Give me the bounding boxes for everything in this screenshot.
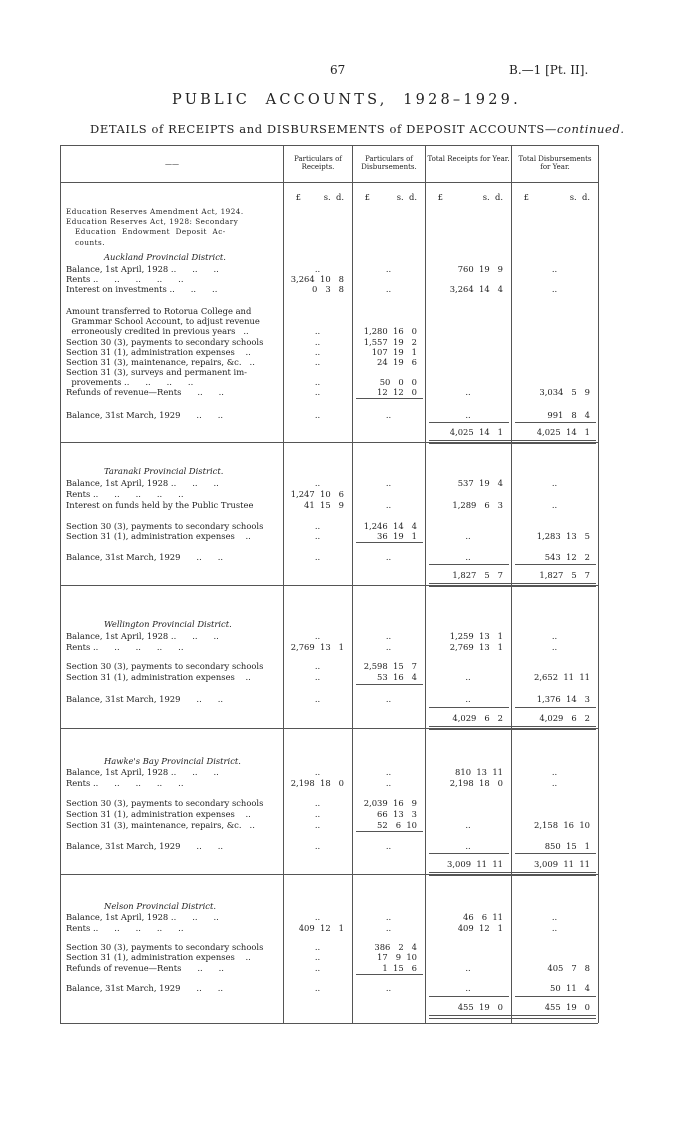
amount-rec: ..	[314, 694, 321, 704]
amount-rec: ..	[314, 912, 321, 922]
amount-td: ..	[551, 264, 558, 274]
table-top-rule	[60, 145, 598, 146]
amount-rec: ..	[314, 672, 321, 682]
amount-rec: 2,769 13 1	[290, 642, 344, 652]
amount-td: ..	[551, 631, 558, 641]
total-receipts: 4,025 14 1	[449, 427, 503, 437]
header-receipts: Particulars of Receipts.	[294, 155, 342, 172]
amount-dis: 1,280 16 0	[363, 326, 417, 336]
amount-dis: ..	[385, 983, 392, 993]
section-separator	[60, 728, 598, 729]
district-heading: Hawke's Bay Provincial District.	[104, 756, 241, 766]
amount-dis: ..	[385, 912, 392, 922]
amount-td: 50 11 4	[550, 983, 590, 993]
amount-td: ..	[551, 500, 558, 510]
amount-td: 2,652 11 11	[534, 672, 590, 682]
currency-sd-tr: s. d.	[482, 192, 503, 202]
district-heading: Taranaki Provincial District.	[104, 466, 224, 476]
entry-description: Section 30 (3), payments to secondary schools	[66, 942, 264, 952]
amount-dis: ..	[385, 631, 392, 641]
page-subtitle	[90, 124, 625, 136]
header-bottom-rule	[60, 182, 598, 183]
amount-rec: ..	[314, 963, 321, 973]
amount-td: ..	[551, 912, 558, 922]
amount-td: ..	[551, 767, 558, 777]
amount-rec: ..	[314, 357, 321, 367]
entry-description: Section 31 (1), administration expenses ..	[66, 531, 251, 541]
total-rule	[515, 853, 596, 854]
entry-description: Balance, 31st March, 1929 .. ..	[66, 841, 224, 851]
total-disbursements: 4,025 14 1	[536, 427, 590, 437]
amount-rec: ..	[314, 983, 321, 993]
currency-pound-dis: £	[364, 192, 370, 202]
total-rule	[429, 564, 509, 565]
total-disbursements: 455 19 0	[544, 1002, 590, 1012]
amount-rec: ..	[314, 478, 321, 488]
entry-description: Rents .. .. .. .. ..	[66, 642, 184, 652]
act-heading-line: Education Reserves Amendment Act, 1924.	[66, 207, 244, 216]
entry-description: Balance, 1st April, 1928 .. .. ..	[66, 912, 219, 922]
amount-td: ..	[551, 642, 558, 652]
amount-rec: ..	[314, 631, 321, 641]
entry-description: Section 31 (1), administration expenses ..	[66, 952, 251, 962]
amount-dis: ..	[385, 264, 392, 274]
amount-td: ..	[551, 778, 558, 788]
amount-dis: ..	[385, 778, 392, 788]
amount-rec: ..	[314, 521, 321, 531]
subtotal-rule	[356, 974, 423, 975]
amount-dis: 1,557 19 2	[363, 337, 417, 347]
amount-tr: ..	[465, 410, 471, 420]
subtitle-continued: —continued.	[544, 122, 625, 136]
amount-dis: 2,039 16 9	[363, 798, 417, 808]
amount-td: 1,283 13 5	[536, 531, 590, 541]
page-title: PUBLIC ACCOUNTS, 1928–1929.	[172, 92, 521, 108]
total-rule	[429, 853, 509, 854]
document-code: B.—1 [Pt. II].	[509, 63, 589, 77]
entry-description: Grammar School Account, to adjust revenue	[66, 316, 260, 326]
act-heading-line: Education Reserves Act, 1928: Secondary	[66, 217, 239, 227]
total-receipts: 4,029 6 2	[452, 713, 503, 723]
entry-description: Balance, 1st April, 1928 .. .. ..	[66, 631, 219, 641]
amount-dis: 1 15 6	[382, 963, 417, 973]
amount-dis: ..	[385, 500, 392, 510]
total-rule	[515, 564, 596, 565]
amount-dis: ..	[385, 284, 392, 294]
amount-tr: 760 19 9	[457, 264, 503, 274]
entry-description: Balance, 1st April, 1928 .. .. ..	[66, 767, 219, 777]
amount-dis: 12 12 0	[377, 387, 417, 397]
amount-dis: ..	[385, 410, 392, 420]
amount-rec: ..	[314, 841, 321, 851]
act-heading-line: counts.	[75, 237, 105, 247]
entry-description: Rents .. .. .. .. ..	[66, 489, 184, 499]
section-separator	[60, 874, 598, 875]
amount-dis: ..	[385, 694, 392, 704]
amount-dis: 2,598 15 7	[363, 661, 417, 671]
amount-tr: ..	[465, 820, 471, 830]
amount-tr: 2,769 13 1	[449, 642, 503, 652]
amount-tr: ..	[465, 841, 471, 851]
total-disbursements: 1,827 5 7	[539, 570, 590, 580]
total-rule	[515, 707, 596, 708]
amount-dis: ..	[385, 552, 392, 562]
section-separator	[60, 442, 598, 443]
amount-dis: ..	[385, 767, 392, 777]
total-rule	[429, 707, 509, 708]
amount-rec: ..	[314, 809, 321, 819]
amount-dis: 52 6 10	[377, 820, 417, 830]
total-double-rule	[429, 1015, 596, 1019]
amount-dis: ..	[385, 923, 392, 933]
entry-description: Balance, 31st March, 1929 .. ..	[66, 983, 224, 993]
amount-tr: ..	[465, 672, 471, 682]
entry-description: Section 31 (1), administration expenses ..	[66, 347, 251, 357]
entry-description: Section 31 (1), administration expenses ..	[66, 672, 251, 682]
amount-dis: 1,246 14 4	[363, 521, 417, 531]
entry-description: Section 30 (3), payments to secondary schools	[66, 521, 264, 531]
amount-rec: ..	[314, 552, 321, 562]
entry-description: Section 30 (3), payments to secondary schools	[66, 661, 264, 671]
page-number: 67	[330, 63, 346, 77]
amount-rec: ..	[314, 767, 321, 777]
amount-dis: 53 16 4	[377, 672, 417, 682]
act-heading-line: Education Endowment Deposit Ac-	[75, 227, 226, 237]
amount-rec: ..	[314, 264, 321, 274]
total-rule	[429, 422, 509, 423]
amount-td: 543 12 2	[544, 552, 590, 562]
currency-pound-rec: £	[295, 192, 301, 202]
entry-description: Rents .. .. .. .. ..	[66, 923, 184, 933]
amount-tr: 537 19 4	[457, 478, 503, 488]
amount-tr: 409 12 1	[457, 923, 503, 933]
entry-description: Rents .. .. .. .. ..	[66, 778, 184, 788]
col-divider-total-receipts	[425, 145, 426, 1023]
amount-dis: ..	[385, 478, 392, 488]
amount-tr: ..	[465, 983, 471, 993]
total-receipts: 3,009 11 11	[447, 859, 503, 869]
entry-description: Amount transferred to Rotorua College and	[66, 306, 252, 316]
entry-description: Balance, 31st March, 1929 .. ..	[66, 552, 224, 562]
amount-rec: ..	[314, 377, 321, 387]
total-receipts: 1,827 5 7	[452, 570, 503, 580]
entry-description: provements .. .. .. ..	[66, 377, 194, 387]
amount-rec: 409 12 1	[298, 923, 344, 933]
currency-sd-rec: s. d.	[323, 192, 344, 202]
entry-description: Balance, 31st March, 1929 .. ..	[66, 410, 224, 420]
entry-description: Section 30 (3), payments to secondary schools	[66, 337, 264, 347]
amount-td: ..	[551, 284, 558, 294]
table-bottom-rule	[60, 1023, 598, 1024]
amount-td: 2,158 16 10	[534, 820, 590, 830]
amount-dis: 107 19 1	[371, 347, 417, 357]
amount-rec: 1,247 10 6	[290, 489, 344, 499]
table-right-border	[598, 145, 599, 1023]
entry-description: erroneously credited in previous years ..	[66, 326, 249, 336]
total-rule	[515, 996, 596, 997]
entry-description: Interest on investments .. .. ..	[66, 284, 218, 294]
amount-tr: 1,259 13 1	[449, 631, 503, 641]
amount-td: ..	[551, 478, 558, 488]
subtotal-rule	[356, 831, 423, 832]
amount-rec: ..	[314, 410, 321, 420]
entry-description: Balance, 1st April, 1928 .. .. ..	[66, 264, 219, 274]
amount-dis: 66 13 3	[377, 809, 417, 819]
section-separator	[60, 585, 598, 586]
amount-dis: 50 0 0	[379, 377, 417, 387]
entry-description: Section 31 (1), administration expenses ..	[66, 809, 251, 819]
header-total-disbursements: Total Disbursements for Year.	[518, 155, 592, 172]
amount-td: 850 15 1	[544, 841, 590, 851]
amount-rec: 0 3 8	[312, 284, 344, 294]
amount-tr: ..	[465, 552, 471, 562]
amount-td: ..	[551, 923, 558, 933]
subtitle-main: DETAILS of RECEIPTS and DISBURSEMENTS of DEPOSIT ACCOUNTS	[90, 122, 545, 136]
amount-dis: ..	[385, 841, 392, 851]
amount-tr: 46 6 11	[463, 912, 503, 922]
currency-pound-tr: £	[437, 192, 443, 202]
entry-description: Section 31 (3), maintenance, repairs, &c. ..	[66, 357, 255, 367]
amount-tr: 2,198 18 0	[449, 778, 503, 788]
amount-dis: 24 19 6	[377, 357, 417, 367]
amount-dis: 36 19 1	[377, 531, 417, 541]
entry-description: Section 31 (3), maintenance, repairs, &c. ..	[66, 820, 255, 830]
amount-tr: ..	[465, 694, 471, 704]
amount-rec: ..	[314, 798, 321, 808]
total-disbursements: 4,029 6 2	[539, 713, 590, 723]
amount-rec: ..	[314, 952, 321, 962]
entry-description: Refunds of revenue—Rents .. ..	[66, 963, 224, 973]
total-rule	[515, 422, 596, 423]
amount-tr: ..	[465, 963, 471, 973]
amount-rec: ..	[314, 337, 321, 347]
district-heading: Wellington Provincial District.	[104, 619, 232, 629]
amount-tr: 3,264 14 4	[449, 284, 503, 294]
entry-description: Refunds of revenue—Rents .. ..	[66, 387, 224, 397]
amount-rec: ..	[314, 387, 321, 397]
amount-rec: ..	[314, 661, 321, 671]
currency-pound-td: £	[523, 192, 529, 202]
header-disbursements: Particulars of Disbursements.	[361, 155, 417, 172]
amount-rec: 3,264 10 8	[290, 274, 344, 284]
entry-description: Balance, 1st April, 1928 .. .. ..	[66, 478, 219, 488]
entry-description: Balance, 31st March, 1929 .. ..	[66, 694, 224, 704]
total-rule	[429, 996, 509, 997]
amount-rec: 2,198 18 0	[290, 778, 344, 788]
table-left-border	[60, 145, 61, 1023]
entry-description: Section 30 (3), payments to secondary schools	[66, 798, 264, 808]
amount-rec: ..	[314, 942, 321, 952]
amount-tr: 1,289 6 3	[452, 500, 503, 510]
district-heading: Nelson Provincial District.	[104, 901, 217, 911]
total-disbursements: 3,009 11 11	[534, 859, 590, 869]
amount-dis: 386 2 4	[374, 942, 417, 952]
amount-tr: ..	[465, 531, 471, 541]
col-divider-disbursements	[352, 145, 353, 1023]
amount-dis: 17 9 10	[377, 952, 417, 962]
amount-td: 1,376 14 3	[536, 694, 590, 704]
entry-description: Interest on funds held by the Public Trustee	[66, 500, 254, 510]
amount-td: 991 8 4	[547, 410, 590, 420]
currency-sd-dis: s. d.	[396, 192, 417, 202]
amount-dis: ..	[385, 642, 392, 652]
subtotal-rule	[356, 684, 423, 685]
amount-rec: ..	[314, 347, 321, 357]
amount-tr: 810 13 11	[455, 767, 503, 777]
subtotal-rule	[356, 398, 423, 399]
district-heading: Auckland Provincial District.	[104, 252, 226, 262]
amount-rec: ..	[314, 531, 321, 541]
amount-rec: ..	[314, 820, 321, 830]
amount-rec: ..	[314, 326, 321, 336]
subtotal-rule	[356, 542, 423, 543]
currency-sd-td: s. d.	[569, 192, 590, 202]
amount-td: 3,034 5 9	[539, 387, 590, 397]
amount-td: 405 7 8	[547, 963, 590, 973]
amount-rec: 41 15 9	[304, 500, 344, 510]
entry-description: Rents .. .. .. .. ..	[66, 274, 184, 284]
header-description: ——	[165, 160, 179, 168]
amount-tr: ..	[465, 387, 471, 397]
header-total-receipts: Total Receipts for Year.	[427, 155, 510, 163]
entry-description: Section 31 (3), surveys and permanent im-	[66, 367, 247, 377]
total-receipts: 455 19 0	[457, 1002, 503, 1012]
